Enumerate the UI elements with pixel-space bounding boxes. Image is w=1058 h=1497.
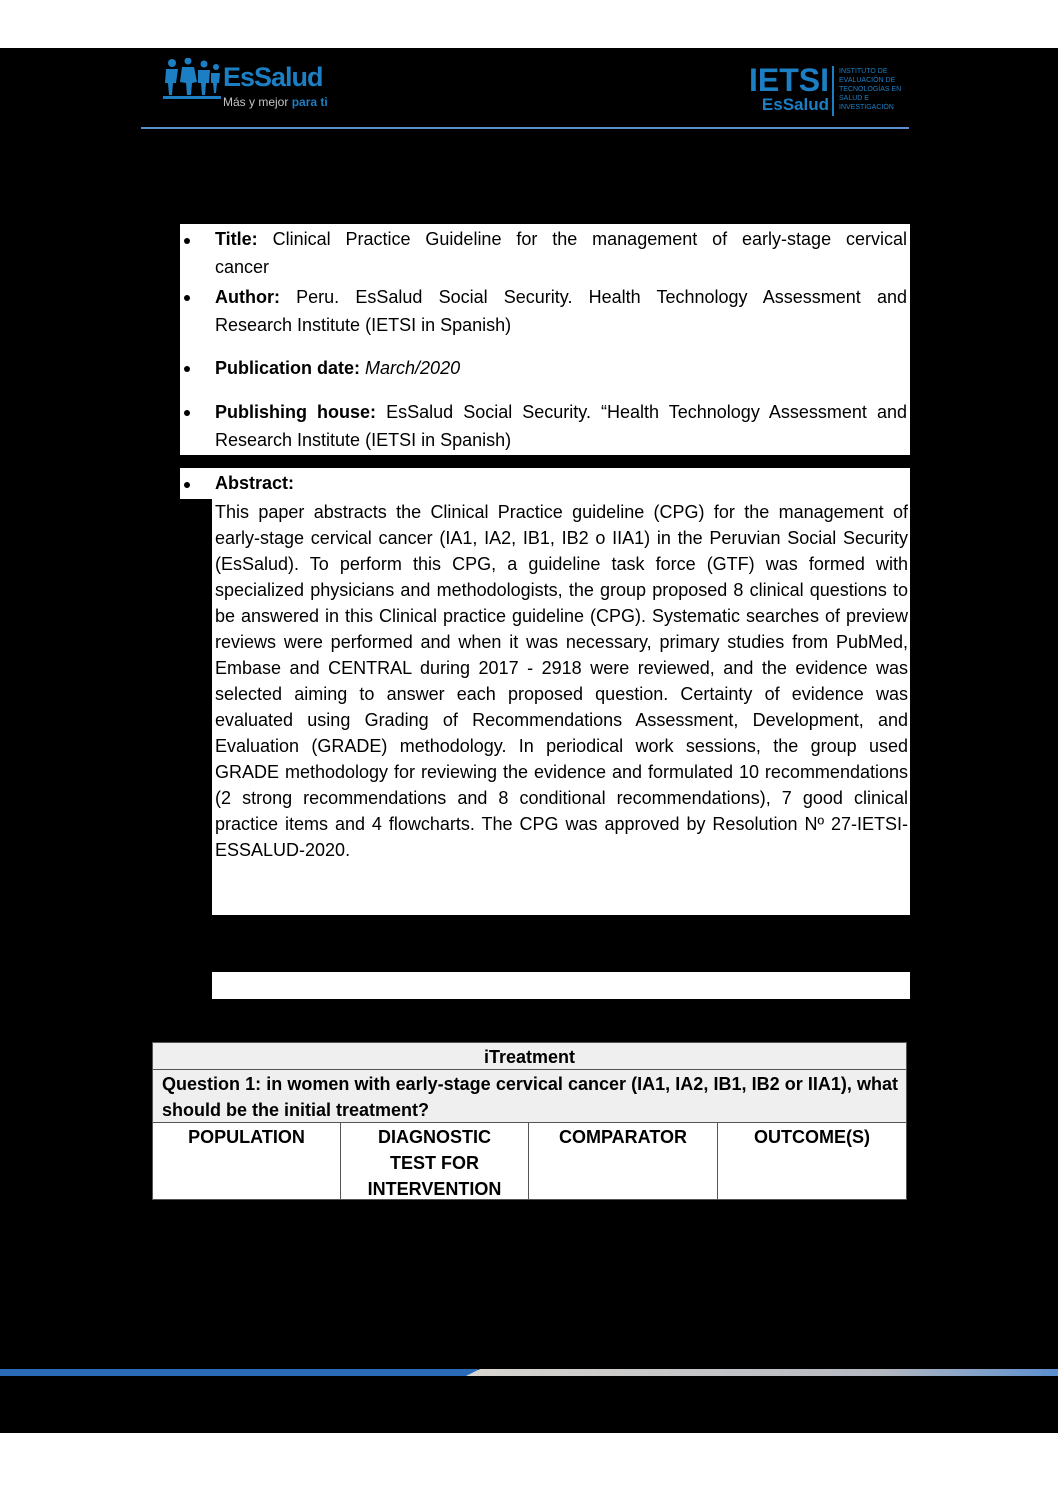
ietsi-wordmark: IETSI xyxy=(748,62,829,98)
essalud-wordmark: EsSalud xyxy=(223,62,323,92)
table-header-cell xyxy=(528,1122,718,1200)
bullet-icon xyxy=(184,482,190,488)
header-rule xyxy=(141,127,909,129)
publication-date: Publication date: March/2020 xyxy=(215,358,461,378)
bullet-icon xyxy=(184,366,190,372)
footer-band xyxy=(0,1369,478,1376)
essalud-tagline: Más y mejor para ti xyxy=(223,95,328,109)
abstract-body-panel xyxy=(212,499,910,915)
bullet-icon xyxy=(184,295,190,301)
family-figures-icon xyxy=(163,58,221,100)
ietsi-logo xyxy=(726,64,911,120)
abstract-label: Abstract: xyxy=(215,473,295,493)
title-line: Title: Clinical Practice Guideline for the management of early-stage cervical xyxy=(215,229,907,249)
ietsi-sub-wordmark: EsSalud xyxy=(761,95,829,114)
header-outcomes: OUTCOME(S) xyxy=(754,1127,870,1147)
table-header-cell xyxy=(717,1122,907,1200)
question-table xyxy=(152,1042,907,1200)
table-question-cell xyxy=(152,1069,907,1123)
ietsi-divider xyxy=(832,66,834,116)
abstract-heading-panel xyxy=(180,468,910,499)
header-comparator: COMPARATOR xyxy=(559,1127,687,1147)
publisher-line: Publishing house: EsSalud Social Security. “Health Technology Assessment and xyxy=(215,402,907,422)
footer-band-accent xyxy=(466,1369,1058,1376)
header-population: POPULATION xyxy=(188,1127,305,1147)
author-line: Author: Peru. EsSalud Social Security. Health Technology Assessment and xyxy=(215,287,907,307)
author-line-2: Research Institute (IETSI in Spanish) xyxy=(215,315,512,335)
table-title-cell xyxy=(152,1042,907,1070)
metadata-panel xyxy=(180,224,910,455)
table-header-cell xyxy=(152,1122,341,1200)
header-diagnostic-test: DIAGNOSTIC TEST FOR INTERVENTION xyxy=(367,1127,502,1199)
table-question: Question 1: in women with early-stage cervical cancer (IA1, IA2, IB1, IB2 or IIA1), what should be the initial treatment? xyxy=(162,1074,898,1120)
title-line-2: cancer xyxy=(215,257,270,277)
table-title: iTreatment xyxy=(483,1047,576,1067)
table-header-cell xyxy=(340,1122,529,1200)
essalud-logo xyxy=(163,58,338,114)
bullet-icon xyxy=(184,410,190,416)
publisher-line-2: Research Institute (IETSI in Spanish) xyxy=(215,430,512,450)
abstract-text: This paper abstracts the Clinical Practice guideline (CPG) for the management of early-stage cervical cancer (IA1, IA2, IB1, IB2 o IIA1) in the Peruvian Social Security (EsSalud). To perform this CPG, a guideline task force (GTF) was formed with specialized physicians and methodologists, the group proposed 8 clinical questions to be answered in this Clinical practice guideline (CPG). Systematic searches of preview reviews were performed and when it was necessary, primary studies from PubMed, Embase and CENTRAL during 2017 - 2918 were reviewed, and the evidence was selected aiming to answer each proposed question. Certainty of evidence was evaluated using Grading of Recommendations Assessment, Development, and Evaluation (GRADE) methodology. In periodical work sessions, the group used GRADE methodology for reviewing the evidence and formulated 10 recommendations (2 strong recommendations and 8 conditional recommendations), 7 good clinical practice items and 4 flowcharts. The CPG was approved by Resolution Nº 27-IETSI-ESSALUD-2020. xyxy=(215,502,908,860)
blank-bar xyxy=(212,972,910,999)
bullet-icon xyxy=(184,238,190,244)
ietsi-institute-name: INSTITUTO DE EVALUACIÓN DE TECNOLOGÍAS EN SALUD E INVESTIGACIÓN xyxy=(839,68,902,111)
